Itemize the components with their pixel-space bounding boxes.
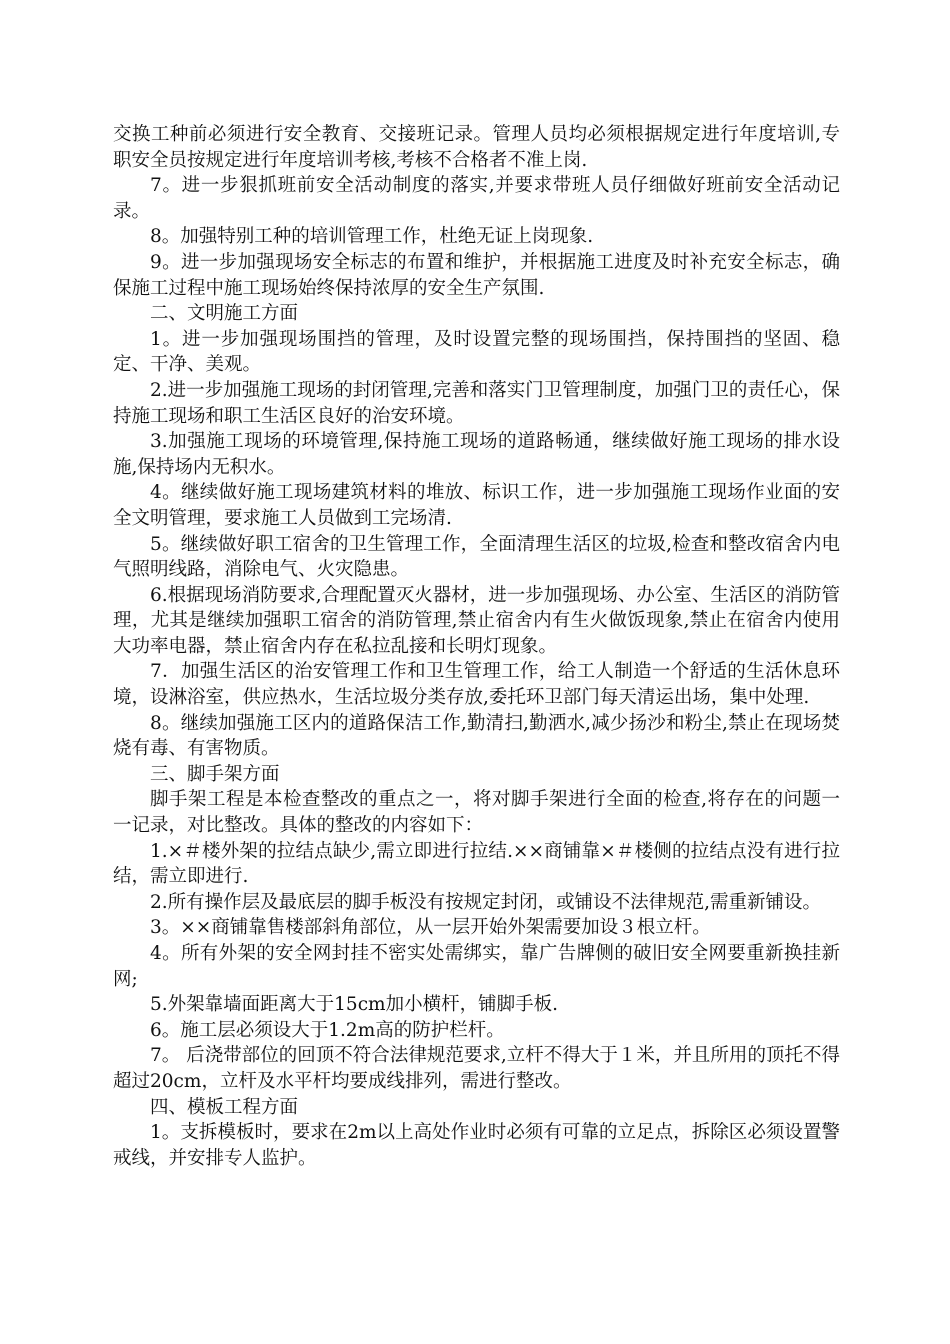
document-body [113, 122, 840, 1171]
paragraph: 3.加强施工现场的环境管理,保持施工现场的道路畅通，继续做好施工现场的排水设施,保持场内无积水。 [113, 431, 840, 478]
paragraph: 7。进一步狠抓班前安全活动制度的落实,并要求带班人员仔细做好班前安全活动记录。 [113, 175, 840, 222]
paragraph: 2.所有操作层及最底层的脚手板没有按规定封闭，或铺设不法律规范,需重新铺设。 [150, 891, 822, 913]
paragraph: 交换工种前必须进行安全教育、交接班记录。管理人员均必须根据规定进行年度培训,专职安全员按规定进行年度培训考核,考核不合格者不准上岗. [113, 124, 840, 171]
paragraph: 7．加强生活区的治安管理工作和卫生管理工作，给工人制造一个舒适的生活休息环境，设淋浴室，供应热水，生活垃圾分类存放,委托环卫部门每天清运出场，集中处理. [113, 661, 840, 709]
section-heading: 四、模板工程方面 [150, 1096, 299, 1118]
paragraph: 6。施工层必须设大于1.2m高的防护栏杆。 [150, 1019, 505, 1041]
paragraph: 1。进一步加强现场围挡的管理，及时设置完整的现场围挡，保持围挡的坚固、稳定、干净、美观。 [113, 328, 840, 376]
paragraph: 9。进一步加强现场安全标志的布置和维护，并根据施工进度及时补充安全标志，确保施工过程中施工现场始终保持浓厚的安全生产氛围. [113, 251, 840, 299]
paragraph: 8。加强特别工种的培训管理工作，杜绝无证上岗现象. [150, 226, 594, 248]
paragraph: 5。继续做好职工宿舍的卫生管理工作，全面清理生活区的垃圾,检查和整改宿舍内电气照明线路，消除电气、火灾隐患。 [113, 533, 840, 581]
paragraph: 8。继续加强施工区内的道路保洁工作,勤清扫,勤洒水,减少扬沙和粉尘,禁止在现场焚烧有毒、有害物质。 [113, 712, 840, 760]
section-heading: 二、文明施工方面 [150, 303, 299, 325]
paragraph: 1.×＃楼外架的拉结点缺少,需立即进行拉结.××商铺靠×＃楼侧的拉结点没有进行拉结，需立即进行. [113, 840, 840, 888]
paragraph: 3。××商铺靠售楼部斜角部位，从一层开始外架需要加设３根立杆。 [150, 917, 711, 939]
paragraph: 4。所有外架的安全网封挂不密实处需绑实，靠广告牌侧的破旧安全网要重新换挂新网; [113, 943, 840, 990]
paragraph: 脚手架工程是本检查整改的重点之一，将对脚手架进行全面的检查,将存在的问题一一记录，对比整改。具体的整改的内容如下： [113, 789, 840, 837]
paragraph: 7。 后浇带部位的回顶不符合法律规范要求,立杆不得大于１米，并且所用的顶托不得超过20cm，立杆及水平杆均要成线排列，需进行整改。 [113, 1045, 840, 1092]
paragraph: 1。支拆模板时，要求在2m以上高处作业时必须有可靠的立足点，拆除区必须设置警戒线，并安排专人监护。 [113, 1122, 840, 1169]
paragraph: 6.根据现场消防要求,合理配置灭火器材，进一步加强现场、办公室、生活区的消防管理，尤其是继续加强职工宿舍的消防管理,禁止宿舍内有生火做饭现象,禁止在宿舍内使用大功率电器，禁止宿舍内存在私拉乱接和长明灯现象。 [113, 584, 840, 657]
paragraph: 4。继续做好施工现场建筑材料的堆放、标识工作，进一步加强施工现场作业面的安全文明管理，要求施工人员做到工完场清. [113, 482, 840, 529]
paragraph: 2.进一步加强施工现场的封闭管理,完善和落实门卫管理制度，加强门卫的责任心，保持施工现场和职工生活区良好的治安环境。 [113, 379, 840, 427]
section-heading: 三、脚手架方面 [150, 763, 280, 785]
paragraph: 5.外架靠墙面距离大于15cm加小横杆，铺脚手板. [150, 994, 558, 1016]
